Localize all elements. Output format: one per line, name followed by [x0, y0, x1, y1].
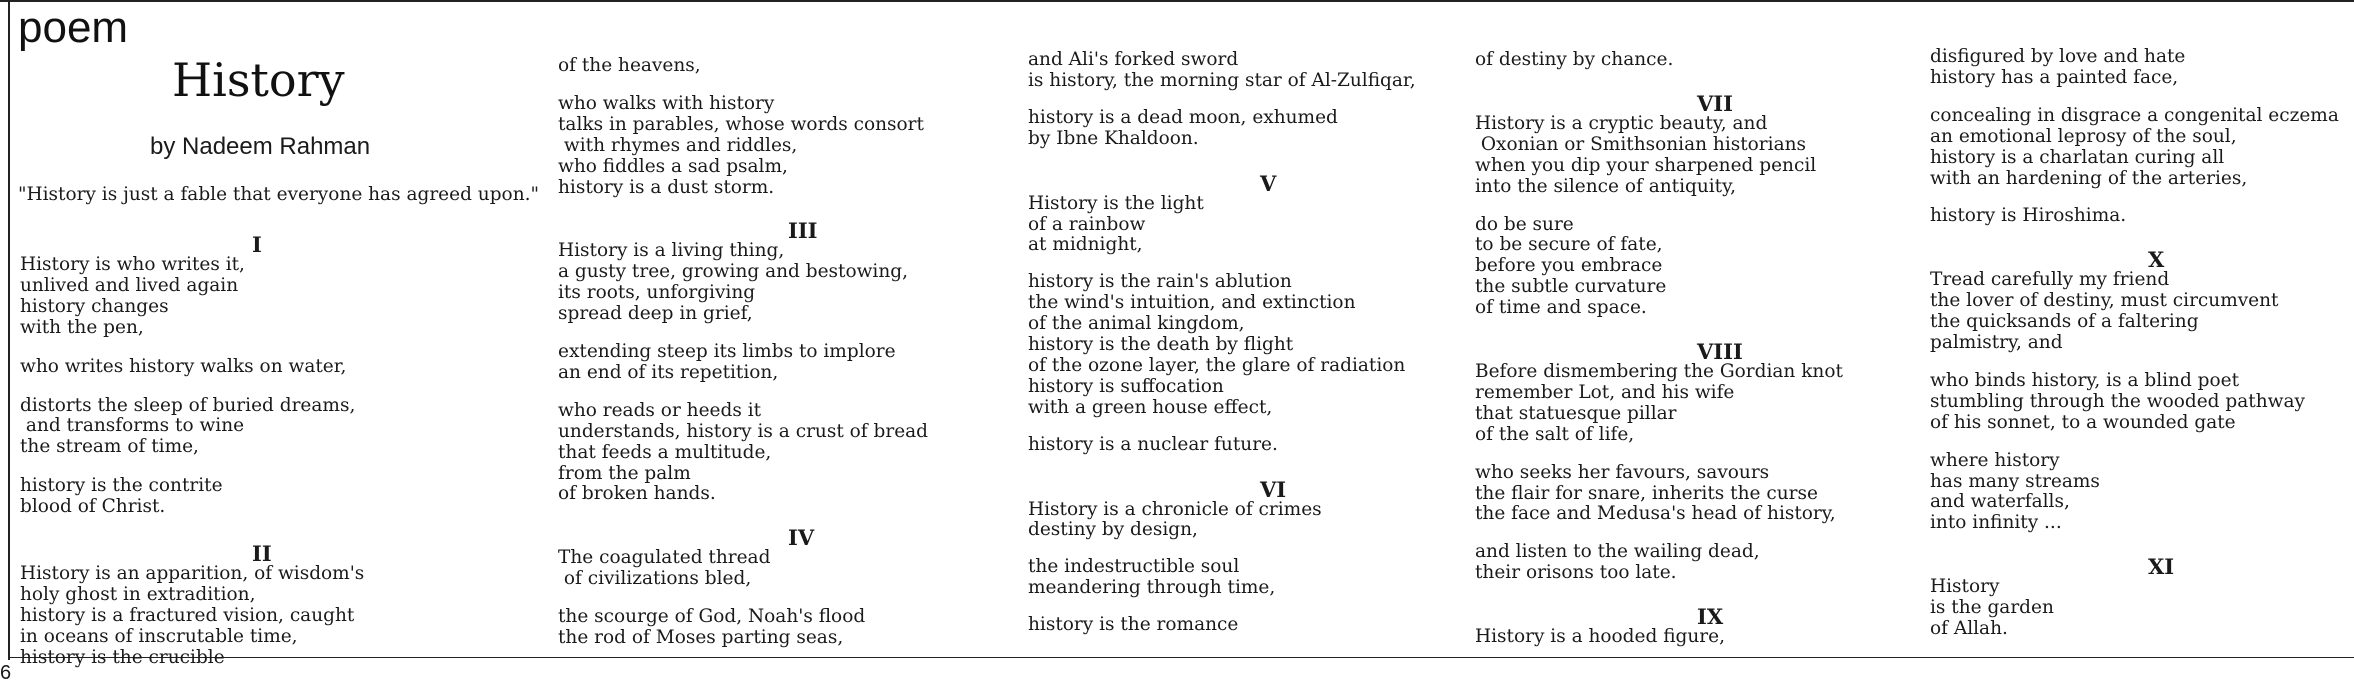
- verse-line: blood of Christ.: [20, 496, 166, 518]
- verse-line: an emotional leprosy of the soul,: [1930, 125, 2237, 147]
- stanza-numeral: II: [252, 541, 272, 566]
- verse-line: history is Hiroshima.: [1930, 205, 2127, 227]
- verse-line: the indestructible soul: [1028, 556, 1240, 578]
- verse-line: the rod of Moses parting seas,: [558, 627, 844, 648]
- verse-line: at midnight,: [1028, 234, 1143, 256]
- verse-line: has many streams: [1930, 470, 2100, 492]
- stanza-numeral: V: [1260, 170, 1277, 196]
- verse-line: Tread carefully my friend: [1930, 269, 2170, 291]
- stanza-numeral: I: [252, 232, 262, 257]
- stanza-numeral: X: [2148, 247, 2165, 273]
- stanza-numeral: IX: [1697, 604, 1724, 630]
- poem-title: History: [172, 53, 345, 107]
- verse-line: of the ozone layer, the glare of radiation: [1028, 354, 1406, 376]
- verse-line: the lover of destiny, must circumvent: [1930, 290, 2279, 312]
- verse-line: of the heavens,: [558, 55, 701, 76]
- verse-line: do be sure: [1475, 213, 1574, 235]
- verse-line: of his sonnet, to a wounded gate: [1930, 411, 2236, 433]
- verse-line: of broken hands.: [558, 483, 716, 505]
- verse-line: history is a nuclear future.: [1028, 433, 1278, 455]
- verse-line: The coagulated thread: [558, 547, 771, 569]
- left-margin-rule: [8, 0, 10, 660]
- verse-line: history is a fractured vision, caught: [20, 604, 355, 626]
- verse-line: is history, the morning star of Al-Zulfiqar,: [1028, 69, 1416, 91]
- verse-line: with a green house effect,: [1028, 396, 1273, 418]
- verse-line: the scourge of God, Noah's flood: [558, 606, 866, 628]
- verse-line: and transforms to wine: [20, 415, 245, 437]
- verse-line: History is the light: [1028, 192, 1204, 214]
- verse-line: when you dip your sharpened pencil: [1475, 154, 1817, 176]
- verse-line: a gusty tree, growing and bestowing,: [558, 261, 908, 283]
- verse-line: with an hardening of the arteries,: [1930, 167, 2248, 189]
- verse-line: holy ghost in extradition,: [20, 583, 256, 605]
- verse-line: in oceans of inscrutable time,: [20, 625, 298, 647]
- stanza-numeral: XI: [2148, 554, 2175, 580]
- verse-line: stumbling through the wooded pathway: [1930, 390, 2305, 412]
- verse-line: the subtle curvature: [1475, 276, 1667, 298]
- verse-line: is the garden: [1930, 597, 2054, 619]
- verse-line: history has a painted face,: [1930, 66, 2179, 88]
- stanza-numeral: VIII: [1697, 339, 1743, 364]
- verse-line: history is the rain's ablution: [1028, 271, 1292, 293]
- verse-line: History is an apparition, of wisdom's: [20, 563, 365, 584]
- page-number: 6: [0, 662, 12, 684]
- verse-line: extending steep its limbs to implore: [558, 341, 896, 362]
- verse-line: history is the death by flight: [1028, 334, 1294, 355]
- verse-line: with rhymes and riddles,: [558, 134, 798, 156]
- verse-line: who fiddles a sad psalm,: [558, 155, 788, 177]
- verse-line: understands, history is a crust of bread: [558, 420, 929, 442]
- stanza-numeral: IV: [788, 525, 815, 551]
- verse-line: that feeds a multitude,: [558, 441, 772, 463]
- verse-line: spread deep in grief,: [558, 303, 753, 325]
- verse-line: where history: [1930, 449, 2060, 471]
- verse-line: of the salt of life,: [1475, 423, 1635, 445]
- verse-line: talks in parables, whose words consort: [558, 113, 924, 135]
- verse-line: History is a living thing,: [558, 240, 785, 262]
- byline: by Nadeem Rahman: [150, 133, 371, 160]
- verse-line: and Ali's forked sword: [1028, 49, 1239, 70]
- verse-line: palmistry, and: [1930, 332, 2063, 353]
- bottom-rule: [8, 657, 2354, 658]
- epigraph: "History is just a fable that everyone has agreed upon.": [18, 184, 539, 205]
- verse-line: before you embrace: [1475, 255, 1663, 277]
- verse-line: an end of its repetition,: [558, 361, 779, 383]
- verse-line: from the palm: [558, 462, 691, 484]
- verse-line: of destiny by chance.: [1475, 49, 1674, 70]
- verse-line: history is the contrite: [20, 475, 223, 497]
- verse-line: history is the romance: [1028, 614, 1239, 636]
- verse-line: of time and space.: [1475, 297, 1647, 319]
- verse-line: History is who writes it,: [20, 254, 245, 275]
- verse-line: of the animal kingdom,: [1028, 313, 1245, 335]
- verse-line: by Ibne Khaldoon.: [1028, 127, 1199, 149]
- verse-line: Oxonian or Smithsonian historians: [1475, 133, 1807, 155]
- verse-line: History is a hooded figure,: [1475, 626, 1725, 648]
- verse-line: who seeks her favours, savours: [1475, 461, 1770, 483]
- verse-line: unlived and lived again: [20, 274, 239, 296]
- verse-line: meandering through time,: [1028, 577, 1276, 599]
- verse-line: their orisons too late.: [1475, 562, 1677, 584]
- verse-line: history is a dust storm.: [558, 176, 775, 198]
- verse-line: who binds history, is a blind poet: [1930, 369, 2240, 391]
- verse-line: of Allah.: [1930, 618, 2008, 639]
- verse-line: History is a chronicle of crimes: [1028, 498, 1322, 520]
- verse-line: history is a charlatan curing all: [1930, 146, 2225, 168]
- verse-line: history changes: [20, 295, 169, 317]
- verse-line: and listen to the wailing dead,: [1475, 541, 1760, 563]
- verse-line: History is a cryptic beauty, and: [1475, 112, 1768, 134]
- stanza-numeral: VII: [1697, 90, 1733, 116]
- verse-line: history is a dead moon, exhumed: [1028, 106, 1338, 128]
- verse-line: distorts the sleep of buried dreams,: [20, 394, 356, 416]
- verse-line: disfigured by love and hate: [1930, 46, 2186, 67]
- verse-line: the stream of time,: [20, 436, 199, 458]
- verse-line: history is the crucible: [20, 646, 225, 668]
- verse-line: who writes history walks on water,: [20, 355, 347, 377]
- top-rule: [0, 0, 2354, 2]
- verse-line: of a rainbow: [1028, 213, 1146, 235]
- verse-line: Before dismembering the Gordian knot: [1475, 361, 1843, 382]
- stanza-numeral: VI: [1260, 476, 1287, 502]
- verse-line: its roots, unforgiving: [558, 282, 756, 304]
- verse-line: remember Lot, and his wife: [1475, 381, 1735, 403]
- verse-line: the flair for snare, inherits the curse: [1475, 482, 1818, 504]
- section-label: poem: [18, 3, 129, 52]
- verse-line: of civilizations bled,: [558, 568, 752, 590]
- verse-line: the wind's intuition, and extinction: [1028, 292, 1356, 314]
- verse-line: who walks with history: [558, 92, 775, 114]
- verse-line: that statuesque pillar: [1475, 402, 1677, 424]
- verse-line: concealing in disgrace a congenital eczema: [1930, 104, 2339, 126]
- verse-line: History: [1930, 576, 2000, 598]
- verse-line: and waterfalls,: [1930, 491, 2070, 513]
- verse-line: history is suffocation: [1028, 375, 1224, 397]
- verse-line: destiny by design,: [1028, 519, 1198, 541]
- verse-line: into the silence of antiquity,: [1475, 175, 1736, 197]
- verse-line: into infinity ...: [1930, 512, 2062, 534]
- verse-line: who reads or heeds it: [558, 399, 762, 421]
- verse-line: to be secure of fate,: [1475, 234, 1663, 256]
- verse-line: with the pen,: [20, 316, 144, 338]
- stanza-numeral: III: [788, 218, 818, 244]
- verse-line: the quicksands of a faltering: [1930, 311, 2199, 333]
- verse-line: the face and Medusa's head of history,: [1475, 503, 1836, 525]
